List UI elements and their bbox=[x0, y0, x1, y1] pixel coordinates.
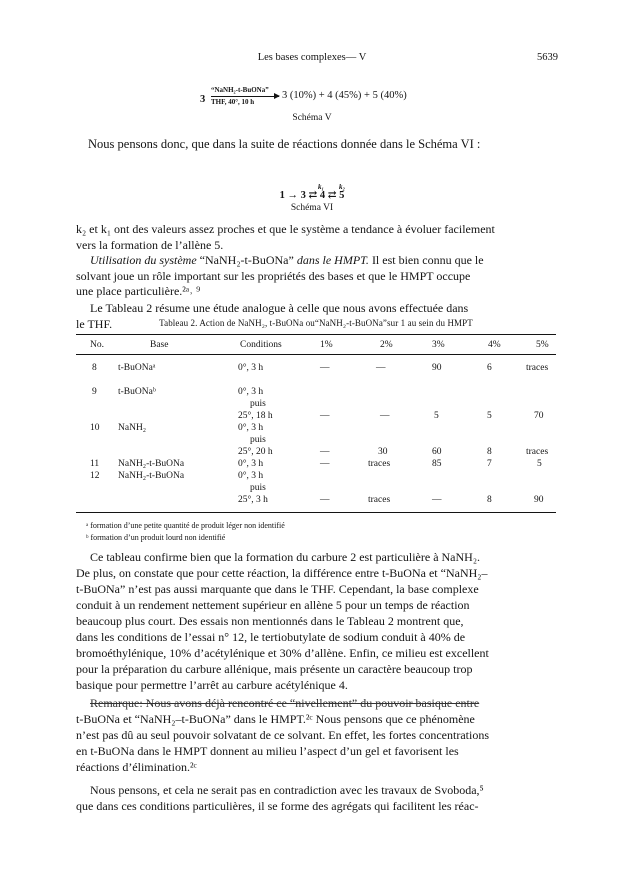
scheme-6-equation bbox=[0, 189, 624, 201]
paragraph-2-line-2: vers la formation de l’allène 5. bbox=[76, 237, 224, 252]
paragraph-5-line: bromoéthylénique, 10% d’acétylénique et 30% d’allène. Enfin, ce milieu est excellent bbox=[76, 646, 489, 660]
col-header-3: 3% bbox=[432, 340, 445, 350]
cell-1: — bbox=[320, 363, 330, 373]
paragraph-6-remarque bbox=[76, 695, 556, 775]
cell-conditions: 0°, 3 h bbox=[238, 363, 264, 373]
col-header-5: 5% bbox=[536, 340, 549, 350]
table-footnote-a: ᵃ formation d’une petite quantité de produit léger non identifié bbox=[86, 521, 285, 530]
cell-conditions: 0°, 3 h bbox=[238, 423, 264, 433]
paragraph-5-line: basique pour permettre l’arrêt au carbure acétylénique 4. bbox=[76, 678, 348, 692]
paragraph-7 bbox=[76, 782, 556, 814]
cell-4: 7 bbox=[487, 459, 492, 469]
paragraph-5-line: dans les conditions de l’essai n° 12, le tertiobutylate de sodium conduit à 40% de bbox=[76, 630, 466, 644]
paragraph-5-line: De plus, on constate que pour cette réaction, la différence entre t-BuONa et “NaNH₂– bbox=[76, 566, 488, 580]
cell-4: 5 bbox=[487, 411, 492, 421]
cell-4: 8 bbox=[487, 447, 492, 457]
paragraph-7-line: que dans ces conditions particulières, il se forme des agrégats qui facilitent les réac- bbox=[76, 799, 479, 813]
cell-base: t-BuONaᵇ bbox=[118, 387, 156, 397]
paragraph-3-line-2: solvant joue un rôle important sur les propriétés des bases et que le HMPT occupe bbox=[76, 268, 471, 283]
cell-base: NaNH₂-t-BuONa bbox=[118, 459, 185, 469]
cell-base: NaNH₂-t-BuONa bbox=[118, 471, 185, 481]
cell-conditions: 25°, 3 h bbox=[238, 495, 268, 505]
scheme-5-conditions: THF, 40°, 10 h bbox=[211, 98, 255, 106]
cell-2: 30 bbox=[378, 447, 388, 457]
cell-base: t-BuONaᵃ bbox=[118, 363, 156, 373]
paragraph-3-line-1 bbox=[76, 253, 556, 269]
col-header-conditions: Conditions bbox=[240, 340, 282, 350]
cell-1: — bbox=[320, 495, 330, 505]
paragraph-5-line: t-BuONa” n’est pas aussi marquante que dans le THF. Cependant, la base complexe bbox=[76, 582, 479, 596]
scheme-5-products: 3 (10%) + 4 (45%) + 5 (40%) bbox=[282, 90, 407, 101]
paragraph-4-line-1: Le Tableau 2 résume une étude analogue à celle que nous avons effectuée dans bbox=[90, 301, 469, 315]
cell-4: 6 bbox=[487, 363, 492, 373]
running-title: Les bases complexes— V bbox=[257, 52, 367, 63]
cell-conditions: 0°, 3 h bbox=[238, 471, 264, 481]
cell-no: 10 bbox=[90, 423, 100, 433]
table-bottom-rule bbox=[76, 512, 556, 513]
cell-conditions: 0°, 3 h bbox=[238, 387, 264, 397]
scheme-6-k1: k₁ bbox=[318, 183, 324, 191]
cell-4: 8 bbox=[487, 495, 492, 505]
paragraph-5 bbox=[76, 549, 556, 693]
paragraph-2 bbox=[76, 222, 556, 253]
paragraph-5-line: conduit à un rendement nettement supérieur en allène 5 pour un temps de réaction bbox=[76, 598, 470, 612]
section-title: Utilisation du système bbox=[90, 253, 200, 267]
paragraph-3-line-1-rest: Il est bien connu que le bbox=[368, 253, 484, 267]
reaction-arrow-icon bbox=[211, 96, 279, 97]
cell-no: 12 bbox=[90, 471, 100, 481]
scheme-6-caption: Schéma VI bbox=[290, 203, 334, 213]
cell-base: NaNH₂ bbox=[118, 423, 147, 433]
table-header-rule bbox=[76, 354, 556, 355]
remarque-line: Remarque: Nous avons déjà rencontré ce “nivellement” du pouvoir basique entre bbox=[90, 696, 480, 710]
table-footnote-b: ᵇ formation d’un produit lourd non identifié bbox=[86, 533, 226, 542]
remarque-line: n’est pas dû au seul pouvoir solvatant de ce solvant. En effet, les fortes concentrations bbox=[76, 728, 489, 742]
cell-conditions: 25°, 20 h bbox=[238, 447, 273, 457]
col-header-base: Base bbox=[150, 340, 169, 350]
cell-2: — bbox=[380, 411, 390, 421]
cell-conditions: puis bbox=[250, 435, 266, 445]
cell-conditions: puis bbox=[250, 399, 266, 409]
paragraph-3-line-3: une place particulière.²ᵃ˒ ⁹ bbox=[76, 284, 201, 298]
col-header-4: 4% bbox=[488, 340, 501, 350]
cell-conditions: 25°, 18 h bbox=[238, 411, 273, 421]
remarque-line: en t-BuONa dans le HMPT donnent au milieu l’aspect d’un gel et favorisent les bbox=[76, 744, 459, 758]
cell-5: 5 bbox=[537, 459, 542, 469]
paragraph-4-line-2: le THF. bbox=[76, 316, 113, 331]
scheme-6-text: 1 → 3 ⇄ 4 ⇄ 5 bbox=[279, 190, 345, 201]
cell-3: 5 bbox=[434, 411, 439, 421]
col-header-1: 1% bbox=[320, 340, 333, 350]
cell-5: 90 bbox=[534, 495, 544, 505]
cell-conditions: 0°, 3 h bbox=[238, 459, 264, 469]
cell-3: 90 bbox=[432, 363, 442, 373]
scheme-6-k2: k₂ bbox=[339, 183, 345, 191]
cell-2: traces bbox=[368, 495, 391, 505]
table-top-rule bbox=[76, 334, 556, 335]
system-name: “NaNH₂-t-BuONa” bbox=[199, 253, 297, 267]
cell-1: — bbox=[320, 411, 330, 421]
cell-no: 8 bbox=[92, 363, 97, 373]
cell-5: traces bbox=[526, 447, 549, 457]
table-title: Tableau 2. Action de NaNH₂, t-BuONa ou“NaNH₂-t-BuONa”sur 1 au sein du HMPT bbox=[159, 318, 473, 328]
cell-5: traces bbox=[526, 363, 549, 373]
remarque-line: réactions d’élimination.²ᶜ bbox=[76, 760, 197, 774]
section-title-end: dans le HMPT. bbox=[296, 253, 369, 267]
cell-no: 11 bbox=[90, 459, 100, 469]
cell-1: — bbox=[320, 447, 330, 457]
cell-3: 60 bbox=[432, 447, 442, 457]
cell-5: 70 bbox=[534, 411, 544, 421]
cell-2: — bbox=[376, 363, 386, 373]
col-header-2: 2% bbox=[380, 340, 393, 350]
scheme-5-reagent: “NaNH₂-t-BuONa” bbox=[211, 86, 269, 94]
paragraph-7-line: Nous pensons, et cela ne serait pas en contradiction avec les travaux de Svoboda,⁵ bbox=[90, 783, 484, 797]
paragraph-5-line: beaucoup plus court. Des essais non mentionnés dans le Tableau 2 montrent que, bbox=[76, 614, 464, 628]
paragraph-2-line-1: k₂ et k₁ ont des valeurs assez proches et que le système a tendance à évoluer facilement bbox=[76, 222, 495, 236]
remarque-line: t-BuONa et “NaNH₂–t-BuONa” dans le HMPT.²ᶜ Nous pensons que ce phénomène bbox=[76, 712, 475, 726]
scheme-5-start: 3 bbox=[200, 94, 206, 105]
cell-3: — bbox=[432, 495, 442, 505]
cell-conditions: puis bbox=[250, 483, 266, 493]
page-number: 5639 bbox=[537, 52, 558, 63]
paragraph-1: Nous pensons donc, que dans la suite de réactions donnée dans le Schéma VI : bbox=[88, 137, 481, 151]
cell-no: 9 bbox=[92, 387, 97, 397]
cell-1: — bbox=[320, 459, 330, 469]
paragraph-5-line: pour la préparation du carbure allénique, mais présente un caractère beaucoup trop bbox=[76, 662, 473, 676]
col-header-no: No. bbox=[90, 340, 104, 350]
scheme-5-caption: Schéma V bbox=[292, 113, 332, 123]
paragraph-5-line: Ce tableau confirme bien que la formation du carbure 2 est particulière à NaNH₂. bbox=[90, 550, 481, 564]
cell-2: traces bbox=[368, 459, 391, 469]
cell-3: 85 bbox=[432, 459, 442, 469]
